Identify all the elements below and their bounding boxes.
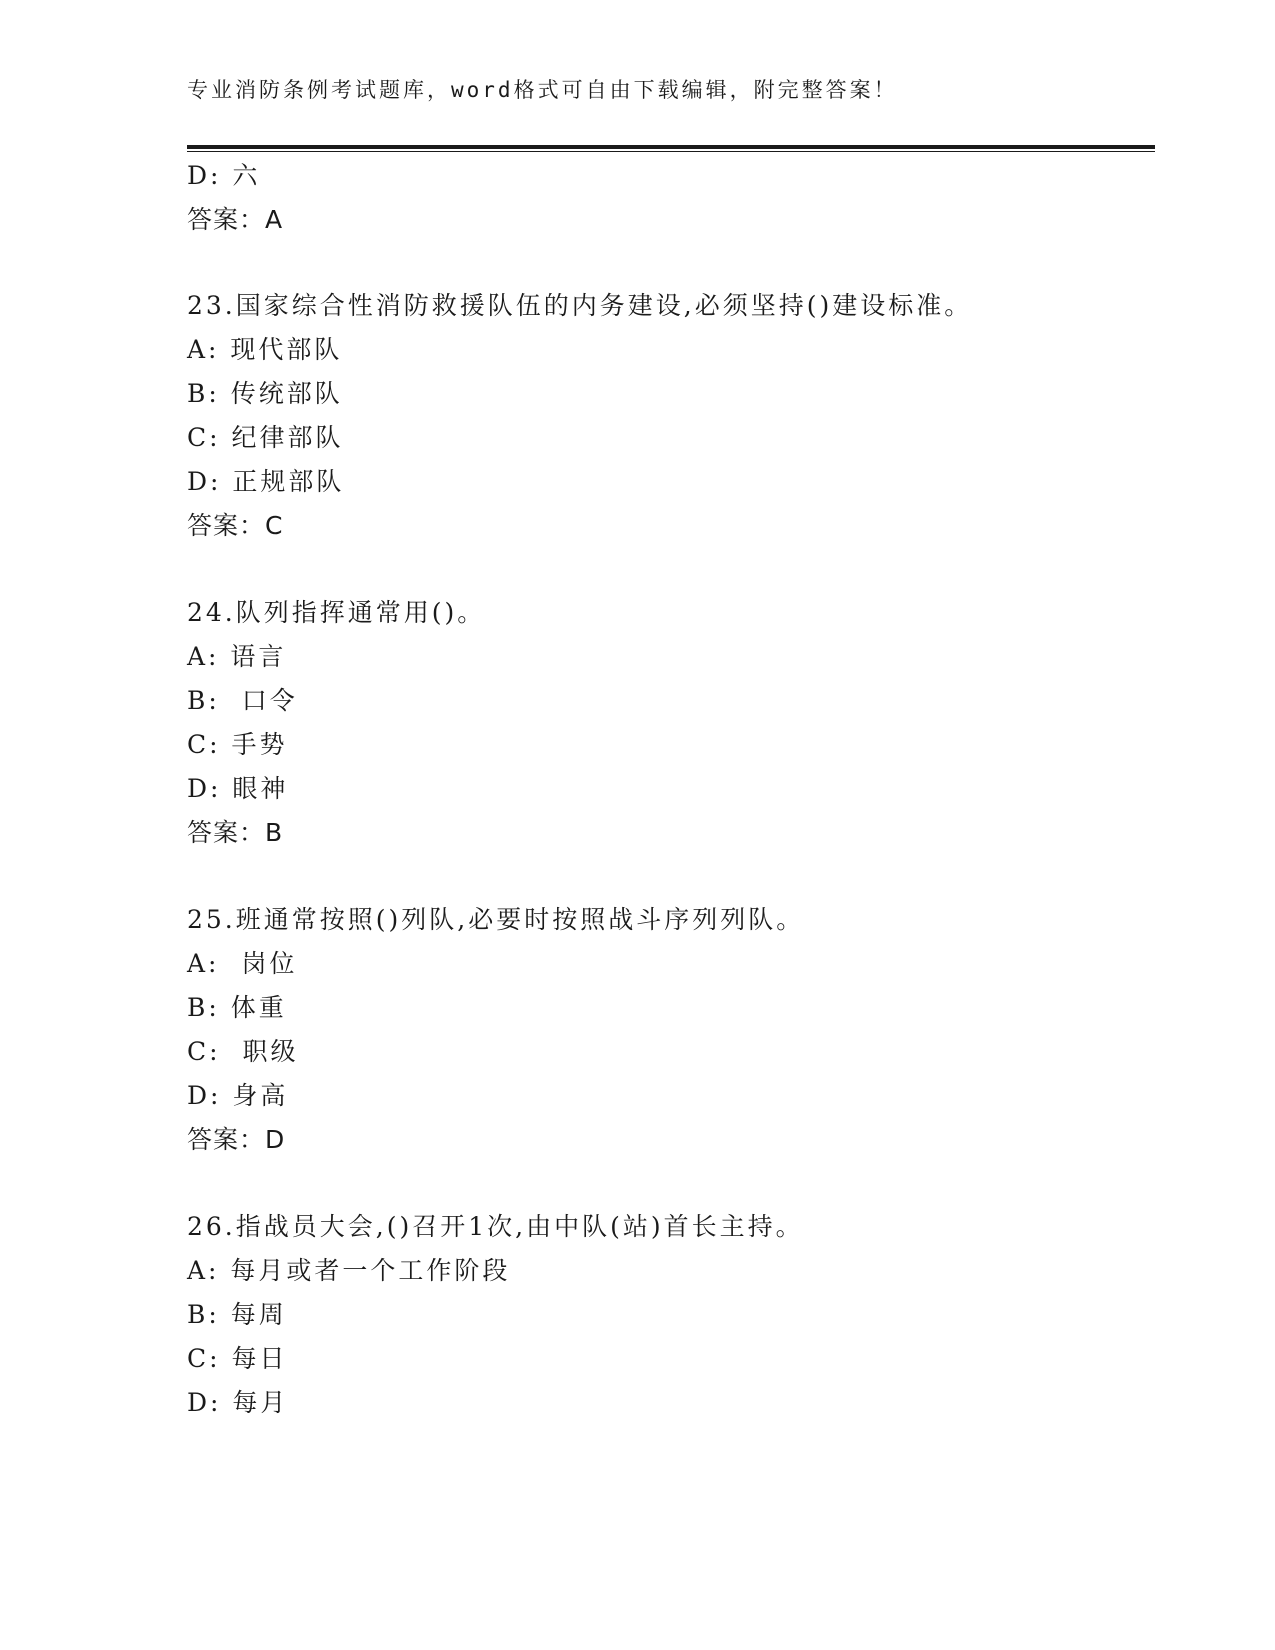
option-d: D: 身高 xyxy=(187,1081,289,1110)
option-a: A: 岗位 xyxy=(187,949,298,978)
question-stem: 26.指战员大会,()召开1次,由中队(站)首长主持。 xyxy=(187,1212,804,1241)
option-c: C: 手势 xyxy=(187,730,288,759)
answer: 答案：A xyxy=(187,205,284,234)
header-divider-thin xyxy=(187,151,1155,152)
answer: 答案：D xyxy=(187,1125,286,1154)
option-b: B: 每周 xyxy=(187,1300,287,1329)
page-header: 专业消防条例考试题库，word格式可自由下载编辑，附完整答案！ xyxy=(187,78,898,102)
option-b: B: 传统部队 xyxy=(187,379,343,408)
question-stem: 23.国家综合性消防救援队伍的内务建设,必须坚持()建设标准。 xyxy=(187,291,973,320)
answer: 答案：C xyxy=(187,511,284,540)
option-d: D: 六 xyxy=(187,161,261,190)
option-d: D: 正规部队 xyxy=(187,467,345,496)
option-d: D: 眼神 xyxy=(187,774,289,803)
option-c: C: 职级 xyxy=(187,1037,299,1066)
option-b: B: 体重 xyxy=(187,993,287,1022)
question-stem: 24.队列指挥通常用()。 xyxy=(187,598,486,627)
option-d: D: 每月 xyxy=(187,1388,289,1417)
option-b: B: 口令 xyxy=(187,686,298,715)
question-stem: 25.班通常按照()列队,必要时按照战斗序列列队。 xyxy=(187,905,805,934)
option-a: A: 语言 xyxy=(187,642,287,671)
answer: 答案：B xyxy=(187,818,284,847)
option-c: C: 每日 xyxy=(187,1344,288,1373)
option-a: A: 现代部队 xyxy=(187,335,343,364)
option-c: C: 纪律部队 xyxy=(187,423,344,452)
header-divider-thick xyxy=(187,145,1155,149)
option-a: A: 每月或者一个工作阶段 xyxy=(187,1256,511,1285)
